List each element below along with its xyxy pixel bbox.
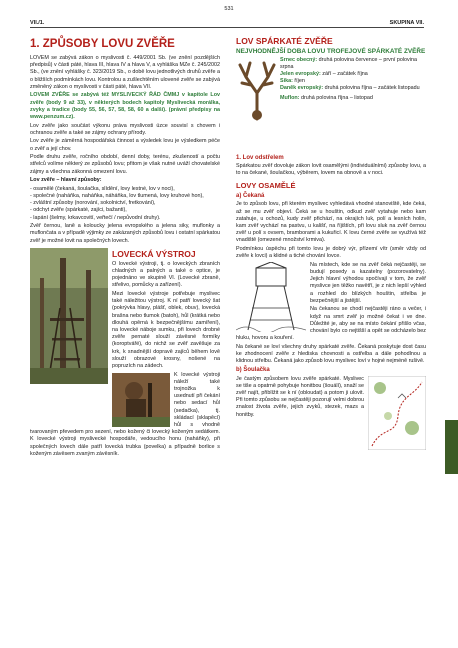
list-item: Jelen evropský: září – začátek října (280, 71, 368, 77)
list-item: - osamělé (čekaná, šoulačka, slídění, lovy lestné, lov v noci), (30, 185, 175, 192)
header-rule (30, 27, 424, 28)
methods-list (30, 186, 220, 222)
paragraph: Na čekanou se chodí nejčastěji ráno a večer, i když na smrt zvěř jo možné čekat i ve dne. Důležité je, aby se na místo čekání přišlo včas, chování bylo co nejtišší a opět se odcházelo bez hluku, hovoru a kouření. (236, 306, 426, 342)
hunting-tower-photo (30, 248, 108, 384)
section-title: 1. ZPŮSOBY LOVU ZVĚŘE (30, 38, 175, 50)
subsection-title: LOVECKÁ VÝSTROJ (112, 248, 196, 259)
subsection-title: b) Šoulačka (236, 367, 270, 374)
antler-icon (236, 59, 278, 121)
list-item: - odchyt zvěře (spárkaté, zajíci, bažanti), (30, 207, 127, 214)
paragraph: Lov zvěře jako součást výkonu práva myslivosti úzce souvisí s chovem i ochranou zvěře a také se zájmy ochrany přírody. (30, 122, 220, 136)
paragraph: O lovecké výstroji, tj. o loveckých zbraních chladných a palných a také o optice, je pojednáno ve skupině VI. (Lovecké zbraně, střelivo, pomůcky a zařízení). (112, 260, 220, 289)
paragraph: Podmínkou úspěchu při tomto lovu je dobrý výr, přízemí vítr (směr vždy od zvěře k lovci) a klidné a tiché chování lovce. (236, 246, 426, 260)
legal-note: LOVEM ZVĚŘE se zabývá též MYSLIVECKÝ ŘÁD ČMMJ v kapitole Lov zvěře (body 9 až 33), v některých bodech kapitoly Myslivecká morálka, zvyky a tradice (body 55, 56, 57, 58, 58, 60 a další). (právní předpisy na www.penzum.cz). (30, 92, 220, 121)
paragraph: Je to způsob lovu, při kterém myslivec vyhledává vhodné stanoviště, kde čeká, až se mu zvěř objeví. Čeká se u houštin, odkud zvěř vytahuje nebo kam zatahuje, u ochozů, kudy zvěř přichází, na okrajích luk, polí a lesních holin, kam zvěř vychází na pastvu, u kališť, na říjištích, při lovu sluk na zvěř černou zvěř u polí s ovsem, bramborami a kukuřicí. K lovu černé zvěře se využívá též vnadiště (omezené množství krmiva). (236, 201, 426, 244)
intro-paragraph: LOVEM se zabývá zákon o myslivosti č. 449/2001 Sb. (ve znění pozdějších předpisů) v části páté, hlava III, hlava IV a hlava V, a vyhláška MZe č. 245/2002 Sb., (ve znění vyhlášky č. 323/2019 Sb., o době lovu jednotlivých druhů zvěře a o bližších podmínkách lovu. Kontrolou a zušlechtěním ulovené zvěře se zabývá změněný zákon o myslivosti v části páté, hlava VII. (30, 55, 220, 90)
list-item: - zvláštní způsoby (norování, sokolnictví, fretkování), (30, 200, 156, 207)
page-header (0, 0, 458, 28)
paragraph: K lovecké výstroji náleží také trojnožka k usednutí při čekání nebo sedací hůl (sedačka), tj. skládací (sklapěcí) hůl s vhodně tvarovaným převedem pro sezení, nebo kožený či lovecký koženým sedátkem. K lovecké výstroji myslivecké hospodáře, vedoucího honu (naháňky), při společných lovech dále patří lovecká trubka (povelka) a případně borlice s koženým závěsem zvaným závěsník. (30, 371, 220, 457)
paragraph: Je častým způsobem lovu zvěře spárkaté. Myslivec se tiše a opatrně pohybuje honitbou (šouálí), snaží se zvěř najít, přiblížit se k ní (obloudat) a potom ji ulovit. Při tomto způsobu se nejčastěji pozorují velmi dobrou znalost života zvěře, jejich zvyků, stezek, mazs a honitby. (236, 375, 364, 418)
methods-title: Lov zvěře – hlavní způsoby: (30, 177, 102, 184)
section-title: LOV SPÁRKATÉ ZVĚŘE (236, 36, 333, 46)
stalking-map-drawing (368, 376, 426, 450)
hunting-stand-drawing (236, 262, 306, 332)
group-label: SKUPINA VII. (389, 20, 424, 26)
paragraph: Na místech, kde se na zvěř čeká nejčastěji, se budují posedy a kazatelny (pozorovatelny). Jejich hlavní výhodou spočívají v tom, že zvěř myslivce jen těžko navětří, je z nich lepší výhled a rozhled do blízkých houštin, střelba je bezpečnější a jistější. (310, 261, 426, 304)
list-item: - lapání (šelmy, krkavcovití, veřtečí / nepůvodní druhy). (30, 214, 161, 221)
right-column (236, 32, 426, 451)
list-item: Daněk evropský: druhá polovina října – začátek listopadu (280, 85, 420, 92)
subsection-title: a) Čekaná (236, 193, 265, 200)
list-item: Sika: říjen (280, 78, 305, 85)
left-column (30, 32, 220, 459)
game-list (280, 57, 426, 102)
paragraph: Zvěř černou, laně a koloucky jelena evropského a jelena siky, muflonky a muflončata a v případě výjimky ze zakázaných způsobů lovu i ostatní spárkatou zvěř je možné lovit na společných lovech. (30, 223, 220, 244)
paragraph: Spárkatou zvěř dovoluje zákon lovit osamělými (individuálními) způsoby lovu, a to na čekané, šoulačkou, výběrem, lovem na obnově a v noci. (236, 162, 426, 176)
list-item: - společné (naháňka, naháňka, náháňka, lov tlumená, lovy kruhové hon), (30, 193, 204, 199)
list-item: Srnec obecný: druhá polovina července – první polovina srpna (280, 56, 417, 70)
game-seasons (236, 57, 426, 153)
chapter-tab (445, 420, 458, 474)
chapter-label: VII./1. (30, 20, 45, 26)
subsection-title: 1. Lov odstřelem (236, 154, 284, 161)
best-time-title: NEJVHODNĚJŠÍ DOBA LOVU TROFEJOVÉ SPÁRKATÉ ZVĚŘE (236, 48, 426, 55)
paragraph: Na čekané se loví všechny druhy spárkaté zvěře. Čekaná poskytuje dost času ke zhodnocení zvěře z hlediska chovnosti a ostřelba a dále pohodlnou a klidnou střelbu. Čekaná jako způsob lovu myslivec loví v hojné nejméně rušivě. (236, 343, 426, 365)
paragraph: Lov zvěře je záměrná hospodářská činnost a výsledek lovu je výsledkem péče o zvěř a její chov. (30, 138, 220, 152)
page-number: 531 (224, 6, 234, 12)
list-item: Muflon: druhá polovina října – listopad (280, 94, 373, 101)
paragraph: Podle druhu zvěře, ročního období, denní doby, terénu, zkušeností a počtu střelců volíme některý ze způsobů lovu; přitom je však nutné uváží chovatelské zájmy a všechna zákonná omezení lovu. (30, 154, 220, 175)
subsection-title: LOVY OSAMĚLÉ (236, 181, 296, 191)
paragraph: Mezi lovecké výstroje potřebuje myslivec také náležitou výstroj. K ní patří lovecký šat (pokrývka hlavy, plášť, oblek, obuv), lovecká brašna nebo tlumok (batoh), hůl (krátká nebo dlouhá opěrná k bezpečnějšímu zamíření), na lovecké náboje sumku, při lovech drobné zvěře pernaté slouží závěsné formíky (koroptvářé), do nichž se zvěř zavěšuje za krk, k snadnější dopravě zajíců během lově slouží obrazové krosny, nošené na popruzích na zádech. (112, 291, 220, 370)
hunter-gear-photo (112, 373, 170, 427)
